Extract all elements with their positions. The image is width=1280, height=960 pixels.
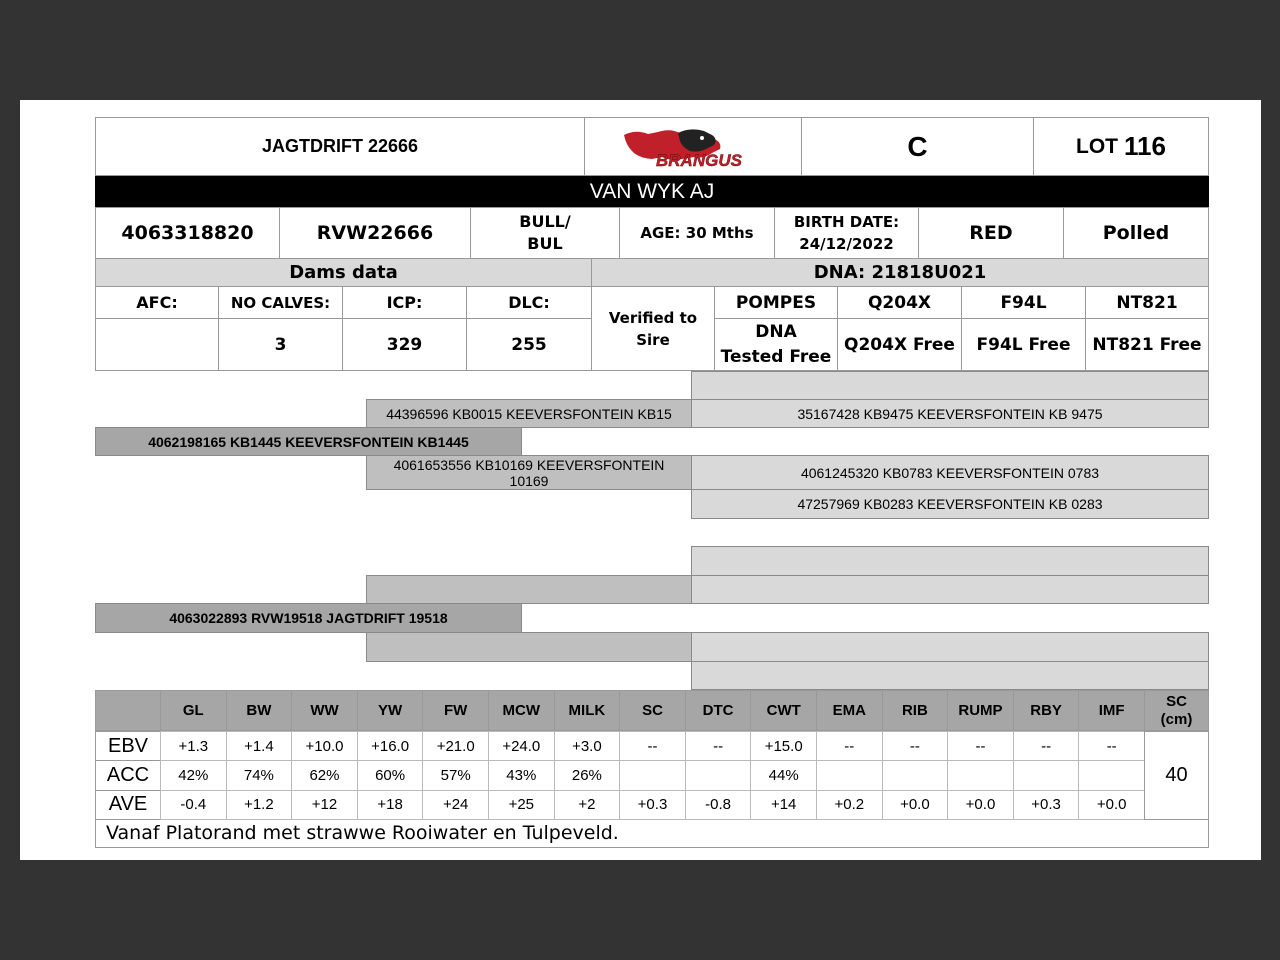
verified-line-1: Verified to [608,308,698,327]
ebv-cell-ebv-yw: +16.0 [357,731,424,761]
verified-to-sire [591,286,715,371]
ebv-header-milk: MILK [554,690,621,731]
pedigree-sire-sire-sire [691,371,1209,400]
ebv-cell-ave-rby: +0.3 [1013,790,1080,820]
ebv-cell-acc-dtc [685,760,752,790]
comment [95,818,1209,848]
ebv-cell-acc-mcw: 43% [488,760,555,790]
ebv-cell-acc-fw: 57% [422,760,489,790]
ebv-cell-ebv-mcw: +24.0 [488,731,555,761]
ebv-cell-ave-bw: +1.2 [226,790,293,820]
icp-header: ICP: [342,286,467,319]
ebv-row-label-ave: AVE [95,790,161,820]
ebv-header-imf: IMF [1078,690,1145,731]
lot-number-box [1033,117,1209,176]
birth-date-label: BIRTH DATE: [793,213,900,231]
sex [470,207,620,259]
ebv-cell-ave-milk: +2 [554,790,621,820]
test-pompes-result [714,318,838,371]
ebv-cell-acc-bw: 74% [226,760,293,790]
afc-header: AFC: [95,286,219,319]
ebv-cell-ave-imf: +0.0 [1078,790,1145,820]
comment-text: Vanaf Platorand met strawwe Rooiwater en Tulpeveld. [106,822,619,844]
ebv-cell-acc-rib [882,760,949,790]
lot-number: 116 [1124,131,1166,161]
pedigree-sire: 4062198165 KB1445 KEEVERSFONTEIN KB1445 [95,427,522,456]
sc-value: 40 [1144,731,1209,820]
ebv-header-mcw: MCW [488,690,555,731]
dlc-header: DLC: [466,286,592,319]
ebv-header-gl: GL [160,690,227,731]
owner-name: VAN WYK AJ [589,179,715,203]
ebv-cell-acc-sc [619,760,686,790]
pedigree-sire-sire-dam: 35167428 KB9475 KEEVERSFONTEIN KB 9475 [691,399,1209,428]
ebv-cell-ebv-ema: -- [816,731,883,761]
ebv-cell-acc-ema [816,760,883,790]
pedigree-dam-dam-dam [691,661,1209,690]
age: AGE: 30 Mths [619,207,775,259]
ebv-cell-ave-sc: +0.3 [619,790,686,820]
pompes-result-line-1: DNA [755,321,797,342]
svg-text:BRANGUS: BRANGUS [656,150,742,169]
ebv-cell-ave-dtc: -0.8 [685,790,752,820]
ebv-cell-acc-ww: 62% [291,760,358,790]
ebv-cell-ebv-rby: -- [1013,731,1080,761]
ebv-cell-ebv-gl: +1.3 [160,731,227,761]
animal-name: JAGTDRIFT 22666 [95,117,585,176]
pedigree-sire-dam-dam: 47257969 KB0283 KEEVERSFONTEIN KB 0283 [691,489,1209,519]
ebv-cell-ave-rib: +0.0 [882,790,949,820]
ebv-cell-acc-rump [947,760,1014,790]
grade: C [801,117,1034,176]
ebv-cell-ebv-cwt: +15.0 [750,731,817,761]
ebv-cell-ebv-dtc: -- [685,731,752,761]
ebv-header-ww: WW [291,690,358,731]
ebv-header-rump: RUMP [947,690,1014,731]
ebv-cell-ave-gl: -0.4 [160,790,227,820]
pompes-result-line-2: Tested Free [720,346,832,367]
ebv-cell-acc-rby [1013,760,1080,790]
test-nt821-header: NT821 [1085,286,1209,319]
pedigree-dam: 4063022893 RVW19518 JAGTDRIFT 19518 [95,603,522,633]
ebv-cell-acc-milk: 26% [554,760,621,790]
test-q204x-header: Q204X [837,286,962,319]
ebv-header-dtc: DTC [685,690,752,731]
ebv-cell-ebv-bw: +1.4 [226,731,293,761]
ebv-cell-ave-cwt: +14 [750,790,817,820]
ebv-cell-ebv-ww: +10.0 [291,731,358,761]
ebv-header-rby: RBY [1013,690,1080,731]
ebv-cell-ebv-rib: -- [882,731,949,761]
no-calves-header: NO CALVES: [218,286,343,319]
brangus-logo [584,117,802,176]
bull-head-icon [618,125,768,169]
afc-value [95,318,219,371]
ebv-cell-ave-rump: +0.0 [947,790,1014,820]
ebv-header-yw: YW [357,690,424,731]
dna-title: DNA: 21818U021 [591,258,1209,287]
ebv-cell-ave-yw: +18 [357,790,424,820]
test-nt821-result: NT821 Free [1085,318,1209,371]
pedigree-dam-sire [366,575,692,604]
sex-line-2: BUL [527,234,563,253]
ebv-cell-ave-ema: +0.2 [816,790,883,820]
dlc-value: 255 [466,318,592,371]
ebv-header-fw: FW [422,690,489,731]
test-pompes-header: POMPES [714,286,838,319]
polled: Polled [1063,207,1209,259]
ebv-cell-ebv-milk: +3.0 [554,731,621,761]
sex-line-1: BULL/ [519,212,571,231]
pedigree-sire-sire: 44396596 KB0015 KEEVERSFONTEIN KB15 [366,399,692,428]
lot-label: LOT [1076,134,1119,158]
icp-value: 329 [342,318,467,371]
birth-date [774,207,919,259]
pedigree-dam-dam-sire [691,632,1209,662]
ebv-header-rib: RIB [882,690,949,731]
verified-line-2: Sire [636,330,670,349]
ebv-header-sc: SC [619,690,686,731]
ebv-header-ema: EMA [816,690,883,731]
ebv-cell-acc-yw: 60% [357,760,424,790]
sire-dam-line-2: 10169 [509,472,549,489]
ebv-row-label-acc: ACC [95,760,161,790]
pedigree-dam-sire-dam [691,575,1209,604]
ebv-header-sc-cm [1144,690,1209,731]
sc-header-line-2: (cm) [1160,710,1193,728]
ebv-cell-ave-ww: +12 [291,790,358,820]
pedigree-sire-dam-sire: 4061245320 KB0783 KEEVERSFONTEIN 0783 [691,455,1209,490]
ebv-cell-ebv-fw: +21.0 [422,731,489,761]
colour: RED [918,207,1064,259]
sire-dam-line-1: 4061653556 KB10169 KEEVERSFONTEIN [393,456,665,473]
pedigree-sire-dam [366,455,692,490]
registration-number: RVW22666 [279,207,471,259]
dams-title: Dams data [95,258,592,287]
no-calves-value: 3 [218,318,343,371]
ebv-cell-ave-mcw: +25 [488,790,555,820]
ebv-cell-ebv-sc: -- [619,731,686,761]
ebv-cell-acc-gl: 42% [160,760,227,790]
birth-date-value: 24/12/2022 [799,235,894,253]
lot-card [20,100,1261,860]
ebv-cell-ave-fw: +24 [422,790,489,820]
pedigree-dam-sire-sire [691,546,1209,576]
sc-header-line-1: SC [1166,692,1187,710]
ebv-corner-header [95,690,161,731]
animal-id: 4063318820 [95,207,280,259]
ebv-header-cwt: CWT [750,690,817,731]
ebv-cell-acc-cwt: 44% [750,760,817,790]
test-q204x-result: Q204X Free [837,318,962,371]
owner-bar [95,176,1209,207]
test-f94l-result: F94L Free [961,318,1086,371]
ebv-row-label-ebv: EBV [95,731,161,761]
test-f94l-header: F94L [961,286,1086,319]
pedigree-dam-dam [366,632,692,662]
ebv-cell-ebv-imf: -- [1078,731,1145,761]
ebv-cell-ebv-rump: -- [947,731,1014,761]
ebv-header-bw: BW [226,690,293,731]
ebv-cell-acc-imf [1078,760,1145,790]
